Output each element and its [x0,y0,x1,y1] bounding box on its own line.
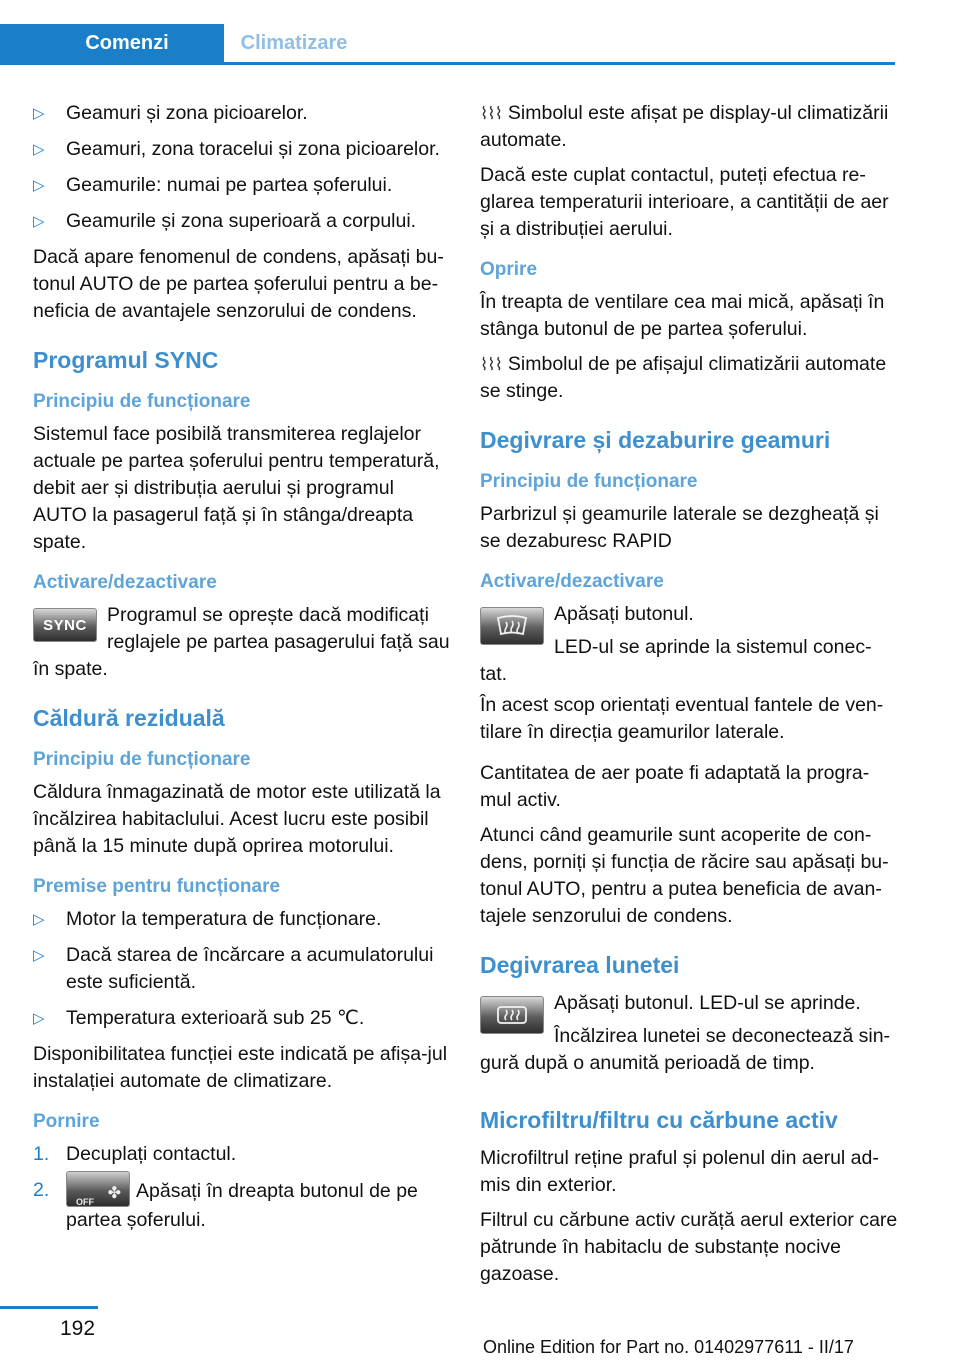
list-item: ▷ Geamuri, zona toracelui și zona picioarelor. [33,136,451,163]
windshield-defrost-icon [495,614,529,638]
symbol-paragraph: ⌇⌇⌇ Simbolul este afișat pe display-ul climatizării automate. [480,102,889,151]
heat-symbol-icon: ⌇⌇⌇ [480,104,502,123]
filter-text-2: Filtrul cu cărbune activ curăță aerul exterior care pătrunde în habitaclu de substanțe nocive gazoase. [480,1209,898,1285]
right-column [480,100,898,1296]
triangle-bullet-icon: ▷ [33,947,45,964]
list-item: ▷ Geamurile: numai pe partea șoferului. [33,172,451,199]
sync-principle-heading: Principiu de funcționare [33,391,251,412]
list-item: ▷ Motor la temperatura de funcționare. [33,906,451,933]
air-text: Cantitatea de aer poate fi adaptată la progra-mul activ. [480,762,870,811]
rear-window-defrost-icon [495,1003,529,1027]
triangle-bullet-icon: ▷ [33,1010,45,1027]
defrost-principle-text: Parbrizul și geamurile laterale se dezgheață și se dezaburesc RAPID [480,503,879,552]
fan-icon: ✤ [107,1185,121,1202]
premise-heading: Premise pentru funcționare [33,876,281,897]
tab-comenzi[interactable]: Comenzi [0,24,224,62]
page-number: 192 [60,1317,96,1340]
sync-heading: Programul SYNC [33,347,219,373]
residual-principle-heading: Principiu de funcționare [33,749,251,770]
defrost-vents-text: În acest scop orientați eventual fantele de ven-tilare în direcția geamurilor laterale. [480,694,884,743]
condens-paragraph: Dacă apare fenomenul de condens, apăsați bu-tonul AUTO de pe partea șoferului pentru a be-neficia de avantajele senzorului de condens. [33,246,444,322]
stop-text: În treapta de ventilare cea mai mică, apăsați în stânga butonul de pe partea șoferului. [480,291,885,340]
header-tabbar [0,24,895,65]
residual-principle-text: Căldura înmagazinată de motor este utilizată la încălzirea habitaclului. Acest lucru este posibil până la 15 minute după oprirea motorului. [33,781,441,857]
symbol-off-paragraph: ⌇⌇⌇ Simbolul de pe afișajul climatizării automate se stinge. [480,353,887,402]
step-item: 1. Decuplați contactul. [33,1143,237,1165]
rear-press-text: Apăsați butonul. LED-ul se aprinde. [554,992,861,1014]
rear-auto-text: Încălzirea lunetei se deconectează sin-gură după o anumită perioadă de timp. [480,1025,891,1074]
defrost-heading: Degivrare și dezaburire geamuri [480,427,831,453]
residual-heading: Căldură reziduală [33,705,225,731]
tab-climatizare[interactable]: Climatizare [240,32,348,54]
defrost-principle-heading: Principiu de funcționare [480,471,698,492]
rear-defrost-block [480,990,898,1077]
defrost-activate-heading: Activare/dezactivare [480,571,664,592]
filter-text-1: Microfiltrul reține praful și polenul din aerul ad-mis din exterior. [480,1147,879,1196]
defrost-led-text: LED-ul se aprinde la sistemul conec-tat. [480,636,872,685]
rear-defrost-heading: Degivrarea lunetei [480,952,680,978]
step-item: 2. OFF ✤ Apăsați în dreapta butonul de pe partea șoferului. [33,1177,451,1234]
filter-heading: Microfiltru/filtru cu cărbune activ [480,1107,838,1133]
sync-activate-text: Programul se oprește dacă modificați reglajele pe partea pasagerului față sau în spate. [33,604,450,680]
triangle-bullet-icon: ▷ [33,105,45,122]
sync-activate-heading: Activare/dezactivare [33,572,217,593]
triangle-bullet-icon: ▷ [33,213,45,230]
triangle-bullet-icon: ▷ [33,177,45,194]
triangle-bullet-icon: ▷ [33,911,45,928]
left-column [33,100,451,1243]
heat-symbol-icon: ⌇⌇⌇ [480,355,502,374]
triangle-bullet-icon: ▷ [33,141,45,158]
list-item: ▷ Geamurile și zona superioară a corpului. [33,208,451,235]
defrost-activate-block [480,601,898,688]
stop-heading: Oprire [480,259,538,280]
defrost-press-text: Apăsați butonul. [554,603,694,625]
contact-paragraph: Dacă este cuplat contactul, puteți efectua re-glarea temperaturii interioare, a cantității de aer și a distribuției aerului. [480,164,889,240]
windshield-defrost-button-image [480,607,544,645]
start-heading: Pornire [33,1111,100,1132]
off-fan-button-image: OFF ✤ [66,1171,130,1207]
edition-note: Online Edition for Part no. 01402977611 - II/17 [483,1337,854,1357]
rear-window-defrost-button-image [480,996,544,1034]
sync-activate-block [33,602,451,683]
availability-text: Disponibilitatea funcției este indicată pe afișa-jul instalației automate de climatizare. [33,1043,448,1092]
list-item: ▷ Geamuri și zona picioarelor. [33,100,451,127]
list-item: ▷ Temperatura exterioară sub 25 ℃. [33,1005,451,1032]
list-item: ▷ Dacă starea de încărcare a acumulatorului este suficientă. [33,944,434,993]
condens-paragraph-right: Atunci când geamurile sunt acoperite de con-dens, porniți și funcția de răcire sau apăsați bu-tonul AUTO, pentru a putea beneficia de avan-tajele senzorului de condens. [480,824,889,927]
footer-divider [0,1306,98,1309]
sync-button-image: SYNC [33,608,97,642]
sync-principle-text: Sistemul face posibilă transmiterea reglajelor actuale pe partea șoferului pentru temperatură, debit aer și distribuția aerului și programul AUTO la pasagerul față și în stânga/dreapta spate. [33,423,440,553]
